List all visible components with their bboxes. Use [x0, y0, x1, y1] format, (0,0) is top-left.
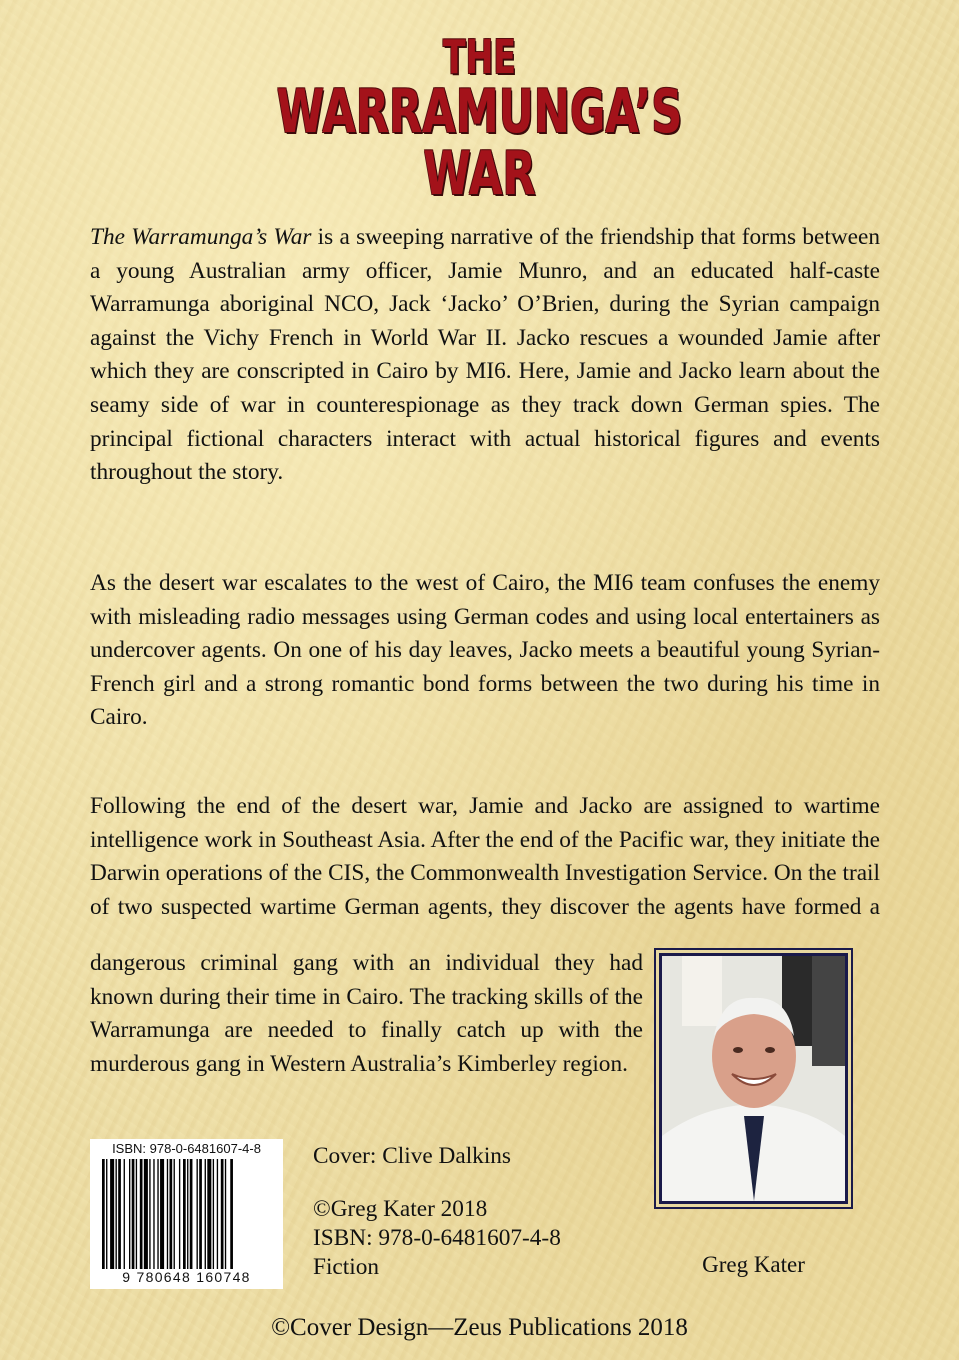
barcode-digits: 9 780648 160748 — [122, 1269, 251, 1285]
barcode-bar — [213, 1159, 214, 1269]
blurb-paragraph-1-text: is a sweeping narrative of the friendship that forms between a young Australian army officer, Jamie Munro, and an educated half-caste Warramunga aboriginal NCO, Jack ‘Jacko’ O’Brien, during the Syrian campaign against the Vichy French in World War II. Jacko rescues a wounded Jamie after which they are conscripted in Cairo by MI6. Here, Jamie and Jacko learn about the seamy side of war in counterespionage as they track down German spies. The principal fictional characters interact with actual historical figures and events throughout the story. — [90, 224, 880, 486]
author-photo — [659, 953, 848, 1204]
barcode-bar — [221, 1159, 224, 1269]
barcode-bar — [110, 1159, 114, 1269]
barcode-bars — [100, 1159, 273, 1271]
barcode-bar — [160, 1159, 164, 1269]
barcode-bar — [106, 1159, 107, 1269]
genre-credit: Fiction — [313, 1254, 380, 1280]
blurb-paragraph-3: Following the end of the desert war, Jamie and Jacko are assigned to wartime intelligence work in Southeast Asia. After the end of the Pacific war, they initiate the Darwin operations of the CIS, the Commonwealth Investigation Service. On the trail of two suspected wartime German agents, they discover the agents have formed a — [90, 793, 880, 920]
title-line-1: THE — [443, 30, 516, 84]
barcode-bar — [157, 1159, 158, 1269]
barcode-bar — [144, 1159, 148, 1269]
book-title — [134, 30, 824, 209]
blurb-paragraph-4: dangerous criminal gang with an individual they had known during their time in Cairo. The tracking skills of the Warramunga are needed to finally catch up with the murderous gang in Western Australia’s Kimberley region. — [90, 950, 643, 1077]
barcode-bar — [179, 1159, 180, 1269]
barcode-bar — [217, 1159, 218, 1269]
title-line-3: WAR — [423, 139, 536, 209]
barcode-bar — [140, 1159, 143, 1269]
barcode-bar — [153, 1159, 154, 1269]
barcode-bar — [207, 1159, 211, 1269]
isbn-credit: ISBN: 978-0-6481607-4-8 — [313, 1225, 561, 1251]
barcode-bar — [187, 1159, 188, 1269]
barcode-bar — [225, 1159, 226, 1269]
footer-copyright: ©Cover Design—Zeus Publications 2018 — [271, 1314, 688, 1341]
barcode-bar — [102, 1159, 105, 1269]
barcode-bar — [124, 1159, 125, 1269]
blurb-paragraph-1 — [90, 221, 880, 490]
barcode-bar — [149, 1159, 150, 1269]
barcode-bar — [183, 1159, 186, 1269]
barcode-bar — [230, 1159, 233, 1269]
barcode-bar — [116, 1159, 117, 1269]
barcode-isbn-label: ISBN: 978-0-6481607-4-8 — [112, 1141, 261, 1156]
blurb-paragraph-2: As the desert war escalates to the west of Cairo, the MI6 team confuses the enemy with misleading radio messages using German codes and using local entertainers as undercover agents. On one of his day leaves, Jacko meets a beautiful young Syrian-French girl and a strong romantic bond forms between the two during his time in Cairo. — [90, 570, 880, 731]
barcode-bar — [132, 1159, 135, 1269]
barcode-bar — [170, 1159, 173, 1269]
barcode-bar — [118, 1159, 121, 1269]
barcode-bar — [197, 1159, 198, 1269]
barcode-bar — [129, 1159, 130, 1269]
author-photo-image — [662, 956, 845, 1201]
barcode-bar — [205, 1159, 206, 1269]
copyright-credit: ©Greg Kater 2018 — [313, 1196, 488, 1222]
blurb-book-title-italic: The Warramunga’s War — [90, 224, 312, 250]
barcode-bar — [174, 1159, 175, 1269]
barcode-bar — [136, 1159, 137, 1269]
title-line-2: WARRAMUNGA’S — [276, 77, 683, 147]
barcode-bar — [199, 1159, 202, 1269]
barcode-bar — [190, 1159, 193, 1269]
author-photo-caption: Greg Kater — [702, 1252, 805, 1277]
cover-credit: Cover: Clive Dalkins — [313, 1143, 512, 1169]
barcode-bar — [167, 1159, 168, 1269]
isbn-barcode — [90, 1139, 283, 1289]
